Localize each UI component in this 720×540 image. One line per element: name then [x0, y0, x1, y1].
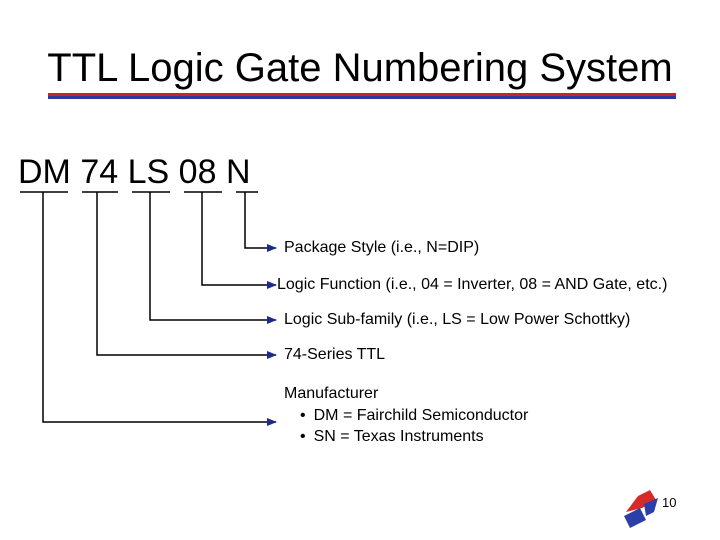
manufacturer-list	[300, 405, 528, 447]
manufacturer-item: • DM = Fairchild Semiconductor	[300, 405, 528, 426]
label-logic-subfamily: Logic Sub-family (i.e., LS = Low Power Schottky)	[284, 311, 631, 328]
part-segment-package: N	[225, 153, 251, 191]
part-segment-manufacturer: DM	[18, 153, 71, 191]
leader-function	[202, 192, 276, 285]
label-manufacturer: Manufacturer	[284, 385, 379, 402]
leader-series	[97, 192, 276, 355]
label-package-style: Package Style (i.e., N=DIP)	[284, 239, 480, 256]
leader-subfamily	[150, 192, 276, 320]
leader-package	[245, 192, 276, 248]
part-segment-series: 74	[80, 153, 119, 191]
page-number: 10	[662, 495, 677, 510]
label-logic-function: Logic Function (i.e., 04 = Inverter, 08 = AND Gate, etc.)	[277, 276, 668, 293]
manufacturer-item: • SN = Texas Instruments	[300, 426, 528, 447]
part-segment-function: 08	[178, 153, 217, 191]
leader-manufacturer	[43, 192, 276, 422]
label-series: 74-Series TTL	[284, 346, 386, 363]
logo-icon	[620, 486, 662, 530]
part-segment-subfamily: LS	[127, 153, 170, 191]
slide-title: TTL Logic Gate Numbering System	[47, 46, 673, 90]
